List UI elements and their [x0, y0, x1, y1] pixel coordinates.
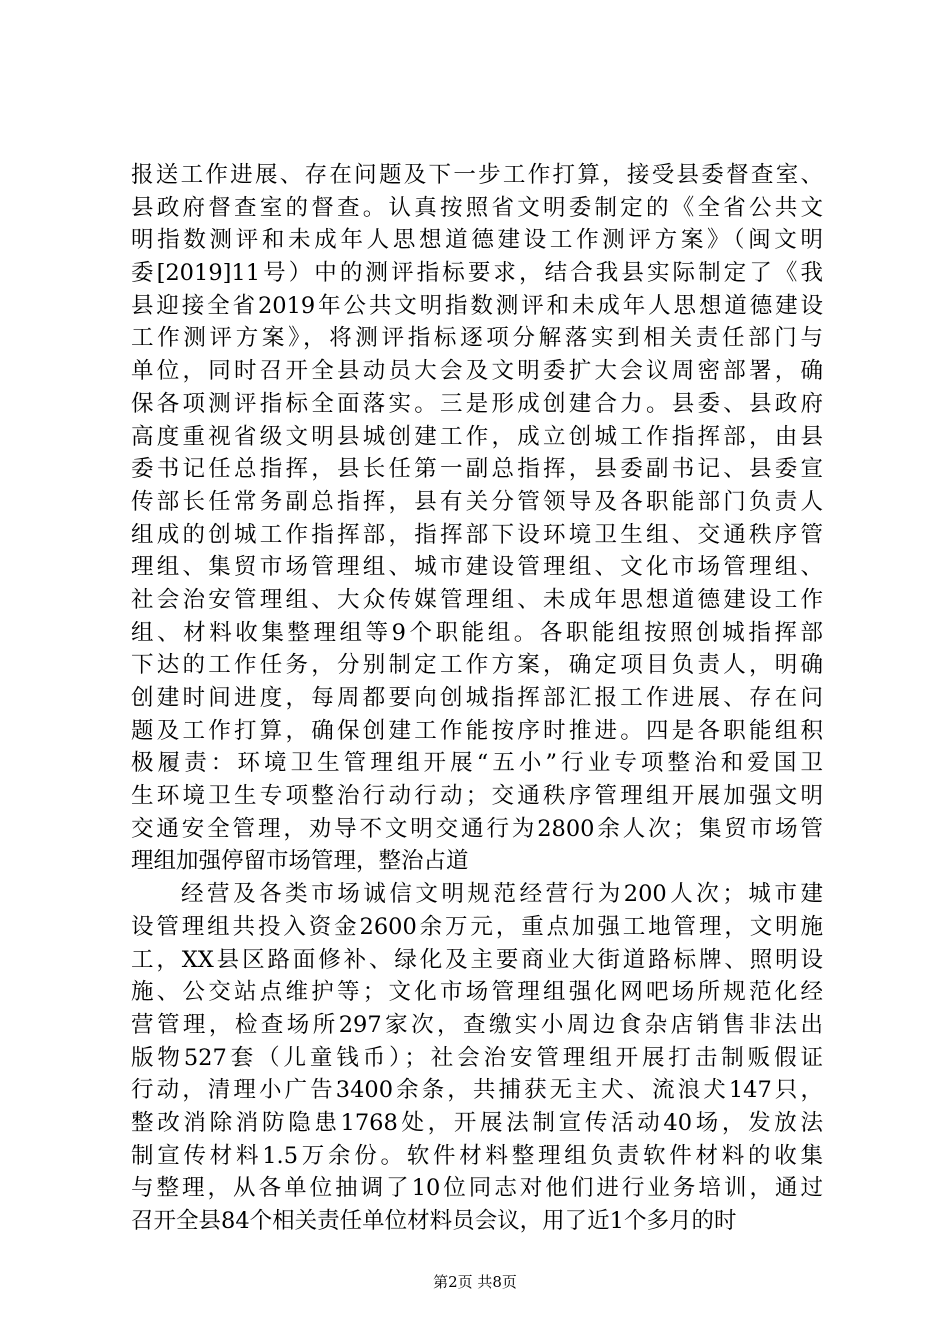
- text-line: 明指数测评和未成年人思想道德建设工作测评方案》（闽文明: [131, 227, 823, 254]
- text-line: 极履责：环境卫生管理组开展“五小”行业专项整治和爱国卫: [131, 750, 823, 777]
- text-line: 委[2019]11号）中的测评指标要求，结合我县实际制定了《我: [131, 260, 823, 287]
- text-line: 组、材料收集整理组等9个职能组。各职能组按照创城指挥部: [131, 619, 823, 646]
- text-line: 保各项测评指标全面落实。三是形成创建合力。县委、县政府: [131, 390, 823, 417]
- text-line: 行动，清理小广告3400余条，共捕获无主犬、流浪犬147只，: [131, 1077, 823, 1104]
- text-line: 工作测评方案》，将测评指标逐项分解落实到相关责任部门与: [131, 325, 823, 352]
- text-line: 单位，同时召开全县动员大会及文明委扩大会议周密部署，确: [131, 358, 823, 385]
- text-line: 版物527套（儿童钱币）；社会治安管理组开展打击制贩假证: [131, 1044, 823, 1071]
- text-line: 经营及各类市场诚信文明规范经营行为200人次；城市建: [181, 881, 823, 908]
- text-line: 题及工作打算，确保创建工作能按序时推进。四是各职能组积: [131, 717, 823, 744]
- text-line: 下达的工作任务，分别制定工作方案，确定项目负责人，明确: [131, 652, 823, 679]
- text-line: 报送工作进展、存在问题及下一步工作打算，接受县委督查室、: [131, 162, 823, 188]
- text-line: 理组、集贸市场管理组、城市建设管理组、文化市场管理组、: [131, 554, 823, 581]
- paragraph-2: [131, 878, 823, 1238]
- text-line: 制宣传材料1.5万余份。软件材料整理组负责软件材料的收集: [131, 1142, 823, 1169]
- text-line: 生环境卫生专项整治行动行动；交通秩序管理组开展加强文明: [131, 783, 823, 810]
- text-line: 设管理组共投入资金2600余万元，重点加强工地管理，文明施: [131, 913, 823, 940]
- body-text: [131, 159, 823, 1238]
- text-line: 创建时间进度，每周都要向创城指挥部汇报工作进展、存在问: [131, 685, 823, 711]
- text-line: 传部长任常务副总指挥，县有关分管领导及各职能部门负责人: [131, 488, 823, 515]
- paragraph-1: [131, 159, 823, 878]
- text-line: 县政府督查室的督查。认真按照省文明委制定的《全省公共文: [131, 194, 823, 221]
- text-line: 与整理，从各单位抽调了10位同志对他们进行业务培训，通过: [131, 1175, 823, 1202]
- text-line: 委书记任总指挥，县长任第一副总指挥，县委副书记、县委宣: [131, 456, 823, 483]
- text-line: 社会治安管理组、大众传媒管理组、未成年思想道德建设工作: [131, 586, 823, 613]
- text-line: 组成的创城工作指挥部，指挥部下设环境卫生组、交通秩序管: [131, 521, 823, 548]
- text-line: 整改消除消防隐患1768处，开展法制宣传活动40场，发放法: [131, 1109, 823, 1136]
- text-line: 工，XX县区路面修补、绿化及主要商业大街道路标牌、照明设: [131, 946, 823, 973]
- text-line: 召开全县84个相关责任单位材料员会议，用了近1个多月的时: [131, 1208, 737, 1234]
- text-line: 营管理，检查场所297家次，查缴实小周边食杂店销售非法出: [131, 1011, 823, 1038]
- text-line: 施、公交站点维护等；文化市场管理组强化网吧场所规范化经: [131, 979, 823, 1006]
- text-line: 高度重视省级文明县城创建工作，成立创城工作指挥部，由县: [131, 423, 823, 450]
- text-line: 县迎接全省2019年公共文明指数测评和未成年人思想道德建设: [131, 292, 823, 319]
- text-line: 交通安全管理，劝导不文明交通行为2800余人次；集贸市场管: [131, 815, 823, 842]
- text-line: 理组加强停留市场管理，整治占道: [131, 848, 469, 875]
- page-footer: 第2页 共8页: [433, 1273, 517, 1291]
